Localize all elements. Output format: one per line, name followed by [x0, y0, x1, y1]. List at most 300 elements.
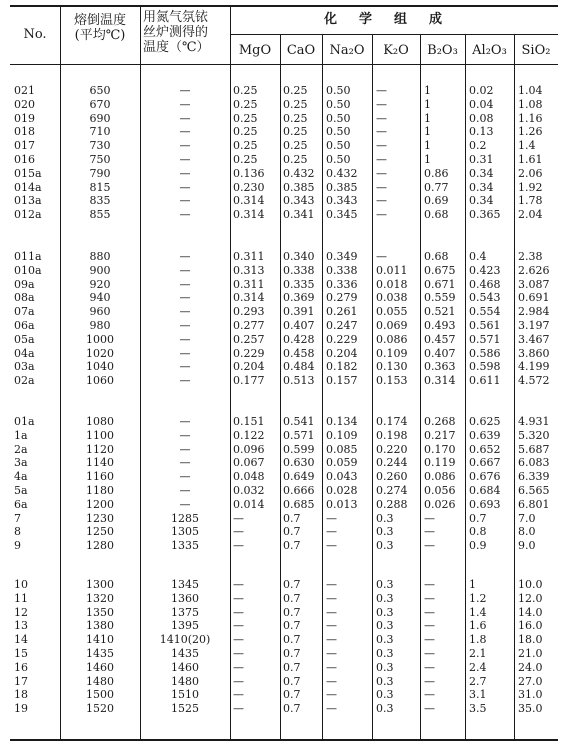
cell-mgo: — — [233, 591, 244, 605]
cell-k2o: 0.274 — [376, 484, 408, 497]
cell-na2o: 0.043 — [326, 470, 358, 484]
cell-na2o: 0.345 — [326, 208, 358, 222]
cell-al2o3: 0.7 — [469, 511, 487, 525]
cell-b2o3: 0.056 — [424, 484, 456, 497]
cell-al2o3: 2.4 — [469, 660, 487, 674]
cell-cao: 0.385 — [283, 180, 315, 194]
cell-b2o3: 0.77 — [424, 180, 449, 194]
cell-mgo: — — [233, 525, 244, 539]
cell-al2o3: 1.2 — [469, 591, 487, 605]
cell-cao: 0.25 — [283, 97, 308, 111]
cell-k2o: 0.3 — [376, 702, 394, 716]
cell-sio2: 14.0 — [518, 605, 543, 619]
cell-no: 7 — [14, 511, 21, 525]
cell-mgo: — — [233, 660, 244, 674]
cell-melting-temp: 1500 — [86, 688, 114, 702]
cell-no: 9 — [14, 539, 21, 553]
cell-furnace-temp: — — [179, 291, 191, 305]
cell-melting-temp: 1250 — [86, 525, 114, 539]
cell-k2o: 0.3 — [376, 539, 394, 553]
cell-sio2: 3.087 — [518, 277, 550, 291]
cell-mgo: 0.096 — [233, 442, 265, 456]
cell-furnace-temp: — — [179, 194, 191, 208]
cell-furnace-temp: 1345 — [171, 578, 199, 591]
cell-k2o: 0.130 — [376, 360, 408, 374]
cell-na2o: — — [326, 647, 337, 660]
cell-k2o: 0.3 — [376, 688, 394, 702]
cell-k2o: — — [376, 139, 387, 153]
cell-al2o3: 2.1 — [469, 647, 487, 660]
cell-furnace-temp: 1360 — [171, 591, 199, 605]
cell-al2o3: 0.31 — [469, 153, 494, 166]
cell-sio2: 21.0 — [518, 647, 543, 660]
col-rule — [514, 34, 515, 740]
header-al2o3: Al₂O₃ — [472, 43, 507, 58]
cell-na2o: — — [326, 605, 337, 619]
cell-mgo: — — [233, 702, 244, 716]
cell-cao: 0.7 — [283, 619, 301, 633]
cell-no: 05a — [14, 332, 35, 346]
cell-sio2: 6.083 — [518, 456, 550, 470]
cell-cao: 0.338 — [283, 263, 315, 277]
cell-no: 16 — [14, 660, 28, 674]
cell-b2o3: — — [424, 591, 435, 605]
cell-b2o3: 1 — [424, 84, 431, 97]
cell-b2o3: — — [424, 702, 435, 716]
cell-k2o: 0.018 — [376, 277, 408, 291]
cell-al2o3: 0.554 — [469, 305, 501, 319]
cell-mgo: — — [233, 633, 244, 647]
cell-no: 10 — [14, 578, 28, 591]
cell-cao: 0.666 — [283, 484, 315, 497]
cell-na2o: 0.50 — [326, 139, 351, 153]
cell-sio2: 1.78 — [518, 194, 543, 208]
cell-mgo: 0.25 — [233, 97, 258, 111]
cell-na2o: — — [326, 511, 337, 525]
cell-no: 6a — [14, 497, 28, 511]
cell-k2o: 0.153 — [376, 374, 408, 388]
cell-cao: 0.369 — [283, 291, 315, 305]
cell-cao: 0.458 — [283, 346, 315, 360]
cell-b2o3: — — [424, 578, 435, 591]
cell-furnace-temp: — — [179, 250, 191, 263]
cell-b2o3: 0.559 — [424, 291, 456, 305]
cell-melting-temp: 1160 — [86, 470, 114, 484]
cell-k2o: 0.055 — [376, 305, 408, 319]
col-rule — [465, 34, 466, 740]
cell-b2o3: — — [424, 633, 435, 647]
cell-furnace-temp: 1335 — [171, 539, 199, 553]
cell-cao: 0.25 — [283, 84, 308, 97]
cell-melting-temp: 855 — [89, 208, 111, 222]
cell-al2o3: 1.8 — [469, 633, 487, 647]
cell-furnace-temp: 1305 — [171, 525, 199, 539]
cell-b2o3: 0.217 — [424, 428, 456, 442]
cell-melting-temp: 940 — [89, 291, 111, 305]
cell-sio2: 2.04 — [518, 208, 543, 222]
cell-k2o: — — [376, 153, 387, 166]
cell-na2o: 0.50 — [326, 84, 351, 97]
header-sio2: SiO₂ — [521, 43, 551, 58]
cell-furnace-temp: 1285 — [171, 511, 199, 525]
cell-no: 013a — [14, 194, 42, 208]
cell-cao: 0.340 — [283, 250, 315, 263]
cell-k2o: 0.3 — [376, 591, 394, 605]
cell-no: 014a — [14, 180, 42, 194]
cell-na2o: — — [326, 525, 337, 539]
cell-cao: 0.432 — [283, 166, 315, 180]
cell-k2o: — — [376, 208, 387, 222]
cell-cao: 0.391 — [283, 305, 315, 319]
cell-furnace-temp: — — [179, 153, 191, 166]
cell-sio2: 8.0 — [518, 525, 536, 539]
cell-no: 010a — [14, 263, 42, 277]
cell-mgo: 0.25 — [233, 84, 258, 97]
cell-no: 17 — [14, 674, 28, 688]
cell-na2o: — — [326, 688, 337, 702]
cell-k2o: 0.069 — [376, 319, 408, 332]
header-b2o3: B₂O₃ — [427, 43, 458, 58]
cell-k2o: — — [376, 250, 387, 263]
cell-mgo: 0.257 — [233, 332, 265, 346]
cell-sio2: 5.320 — [518, 428, 550, 442]
cell-sio2: 1.4 — [518, 139, 536, 153]
cell-al2o3: 0.586 — [469, 346, 501, 360]
cell-b2o3: 0.68 — [424, 250, 449, 263]
cell-cao: 0.7 — [283, 525, 301, 539]
cell-sio2: 31.0 — [518, 688, 543, 702]
cell-mgo: — — [233, 688, 244, 702]
cell-cao: 0.335 — [283, 277, 315, 291]
cell-al2o3: 0.9 — [469, 539, 487, 553]
cell-no: 011a — [14, 250, 42, 263]
cell-k2o: 0.038 — [376, 291, 408, 305]
top-rule — [10, 5, 558, 7]
cell-k2o: 0.3 — [376, 511, 394, 525]
cell-no: 012a — [14, 208, 42, 222]
cell-furnace-temp: — — [179, 277, 191, 291]
cell-sio2: 3.467 — [518, 332, 550, 346]
header-k2o: K₂O — [383, 43, 409, 58]
cell-b2o3: 0.314 — [424, 374, 456, 388]
cell-melting-temp: 1000 — [86, 332, 114, 346]
cell-furnace-temp: 1410(20) — [159, 633, 211, 647]
cell-mgo: 0.25 — [233, 139, 258, 153]
cell-no: 18 — [14, 688, 28, 702]
cell-melting-temp: 1200 — [86, 497, 114, 511]
cell-b2o3: 0.86 — [424, 166, 449, 180]
cell-cao: 0.7 — [283, 688, 301, 702]
cell-na2o: — — [326, 591, 337, 605]
cell-mgo: 0.048 — [233, 470, 265, 484]
cell-al2o3: 0.639 — [469, 428, 501, 442]
cell-melting-temp: 1040 — [86, 360, 114, 374]
cell-na2o: 0.50 — [326, 153, 351, 166]
cell-k2o: — — [376, 97, 387, 111]
cell-sio2: 2.38 — [518, 250, 543, 263]
cell-mgo: 0.177 — [233, 374, 265, 388]
col-rule — [420, 34, 421, 740]
cell-cao: 0.7 — [283, 591, 301, 605]
cell-k2o: — — [376, 84, 387, 97]
cell-furnace-temp: — — [179, 97, 191, 111]
cell-b2o3: — — [424, 619, 435, 633]
cell-no: 08a — [14, 291, 35, 305]
cell-na2o: 0.013 — [326, 497, 358, 511]
cell-no: 01a — [14, 415, 35, 428]
cell-na2o: 0.336 — [326, 277, 358, 291]
header-na2o: Na₂O — [329, 43, 365, 58]
cell-cao: 0.571 — [283, 428, 315, 442]
cell-furnace-temp: — — [179, 470, 191, 484]
cell-melting-temp: 1100 — [86, 428, 114, 442]
cell-sio2: 1.92 — [518, 180, 543, 194]
cell-cao: 0.7 — [283, 660, 301, 674]
cell-cao: 0.7 — [283, 539, 301, 553]
cell-mgo: 0.230 — [233, 180, 265, 194]
cell-melting-temp: 1060 — [86, 374, 114, 388]
cell-b2o3: 1 — [424, 125, 431, 139]
cell-k2o: — — [376, 166, 387, 180]
cell-melting-temp: 790 — [89, 166, 111, 180]
cell-mgo: 0.314 — [233, 194, 265, 208]
cell-sio2: 9.0 — [518, 539, 536, 553]
cell-b2o3: 1 — [424, 139, 431, 153]
cell-melting-temp: 1460 — [86, 660, 114, 674]
cell-melting-temp: 1520 — [86, 702, 114, 716]
cell-furnace-temp: 1480 — [171, 674, 199, 688]
cell-na2o: 0.261 — [326, 305, 358, 319]
cell-cao: 0.7 — [283, 605, 301, 619]
cell-na2o: 0.50 — [326, 125, 351, 139]
cell-furnace-temp: 1395 — [171, 619, 199, 633]
cell-al2o3: 0.02 — [469, 84, 494, 97]
cell-melting-temp: 1230 — [86, 511, 114, 525]
cell-cao: 0.7 — [283, 511, 301, 525]
cell-furnace-temp: 1375 — [171, 605, 199, 619]
cell-no: 3a — [14, 456, 28, 470]
cell-al2o3: 0.2 — [469, 139, 487, 153]
cell-furnace-temp: — — [179, 497, 191, 511]
cell-melting-temp: 730 — [89, 139, 111, 153]
cell-mgo: 0.014 — [233, 497, 265, 511]
cell-mgo: 0.067 — [233, 456, 265, 470]
cell-melting-temp: 900 — [89, 263, 111, 277]
cell-mgo: — — [233, 619, 244, 633]
cell-na2o: 0.349 — [326, 250, 358, 263]
cell-no: 4a — [14, 470, 28, 484]
cell-cao: 0.685 — [283, 497, 315, 511]
cell-no: 14 — [14, 633, 28, 647]
cell-na2o: 0.109 — [326, 428, 358, 442]
header-no: No. — [23, 27, 47, 42]
header-furnace-temp-line2: 丝炉测得的 — [143, 25, 209, 40]
cell-no: 1a — [14, 428, 28, 442]
cell-al2o3: 0.34 — [469, 166, 494, 180]
cell-melting-temp: 1020 — [86, 346, 114, 360]
cell-k2o: 0.3 — [376, 647, 394, 660]
cell-furnace-temp: 1510 — [171, 688, 199, 702]
cell-furnace-temp: — — [179, 166, 191, 180]
header-furnace-temp-line1: 用氮气氛铱 — [143, 10, 209, 25]
cell-cao: 0.25 — [283, 153, 308, 166]
cell-na2o: 0.229 — [326, 332, 358, 346]
cell-b2o3: 0.268 — [424, 415, 456, 428]
cell-na2o: 0.50 — [326, 111, 351, 125]
cell-sio2: 18.0 — [518, 633, 543, 647]
cell-melting-temp: 1120 — [86, 442, 114, 456]
cell-na2o: 0.134 — [326, 415, 358, 428]
cell-b2o3: 0.671 — [424, 277, 456, 291]
cell-cao: 0.343 — [283, 194, 315, 208]
cell-na2o: 0.059 — [326, 456, 358, 470]
cell-b2o3: 0.119 — [424, 456, 456, 470]
cell-b2o3: 0.026 — [424, 497, 456, 511]
cell-furnace-temp: — — [179, 319, 191, 332]
cell-cao: 0.7 — [283, 674, 301, 688]
cell-mgo: 0.136 — [233, 166, 265, 180]
cell-al2o3: 0.625 — [469, 415, 501, 428]
cell-mgo: 0.032 — [233, 484, 265, 497]
cell-no: 015a — [14, 166, 42, 180]
cell-furnace-temp: — — [179, 125, 191, 139]
cell-sio2: 2.626 — [518, 263, 550, 277]
cell-no: 07a — [14, 305, 35, 319]
cell-sio2: 3.197 — [518, 319, 550, 332]
cell-melting-temp: 670 — [89, 97, 111, 111]
cell-al2o3: 0.667 — [469, 456, 501, 470]
cell-na2o: — — [326, 702, 337, 716]
cell-na2o: — — [326, 578, 337, 591]
cell-sio2: 1.04 — [518, 84, 543, 97]
cell-b2o3: — — [424, 660, 435, 674]
cell-no: 5a — [14, 484, 28, 497]
cell-al2o3: 0.8 — [469, 525, 487, 539]
cell-al2o3: 0.598 — [469, 360, 501, 374]
cell-no: 19 — [14, 702, 28, 716]
cell-k2o: 0.109 — [376, 346, 408, 360]
cell-melting-temp: 1280 — [86, 539, 114, 553]
cell-sio2: 1.08 — [518, 97, 543, 111]
cell-k2o: 0.220 — [376, 442, 408, 456]
cell-b2o3: 0.493 — [424, 319, 456, 332]
cell-no: 018 — [14, 125, 35, 139]
cell-melting-temp: 1410 — [86, 633, 114, 647]
cell-b2o3: 0.68 — [424, 208, 449, 222]
cell-sio2: 4.572 — [518, 374, 550, 388]
cell-al2o3: 0.423 — [469, 263, 501, 277]
cell-na2o: — — [326, 619, 337, 633]
cell-sio2: 12.0 — [518, 591, 543, 605]
cell-melting-temp: 650 — [89, 84, 111, 97]
cell-mgo: — — [233, 605, 244, 619]
cell-al2o3: 1.4 — [469, 605, 487, 619]
cell-b2o3: 0.363 — [424, 360, 456, 374]
cell-k2o: — — [376, 111, 387, 125]
cell-no: 021 — [14, 84, 35, 97]
cell-mgo: 0.293 — [233, 305, 265, 319]
cell-melting-temp: 835 — [89, 194, 111, 208]
cell-furnace-temp: — — [179, 332, 191, 346]
cell-melting-temp: 880 — [89, 250, 111, 263]
cell-b2o3: — — [424, 525, 435, 539]
header-bottom-rule — [10, 64, 558, 65]
cell-melting-temp: 1380 — [86, 619, 114, 633]
cell-no: 8 — [14, 525, 21, 539]
cell-sio2: 35.0 — [518, 702, 543, 716]
cell-furnace-temp: — — [179, 374, 191, 388]
cell-sio2: 1.61 — [518, 153, 543, 166]
cell-na2o: 0.343 — [326, 194, 358, 208]
cell-no: 12 — [14, 605, 28, 619]
header-chemical-composition: 化学组成 — [323, 12, 464, 27]
cell-cao: 0.484 — [283, 360, 315, 374]
cell-melting-temp: 710 — [89, 125, 111, 139]
cell-k2o: 0.244 — [376, 456, 408, 470]
cell-b2o3: — — [424, 605, 435, 619]
cell-b2o3: 0.086 — [424, 470, 456, 484]
cell-cao: 0.25 — [283, 125, 308, 139]
cell-mgo: — — [233, 674, 244, 688]
cell-mgo: 0.25 — [233, 153, 258, 166]
cell-al2o3: 0.684 — [469, 484, 501, 497]
cell-mgo: — — [233, 539, 244, 553]
cell-furnace-temp: — — [179, 84, 191, 97]
cell-mgo: 0.277 — [233, 319, 265, 332]
cell-cao: 0.25 — [283, 111, 308, 125]
cell-na2o: 0.432 — [326, 166, 358, 180]
cell-no: 15 — [14, 647, 28, 660]
cell-sio2: 4.931 — [518, 415, 550, 428]
cell-al2o3: 0.468 — [469, 277, 501, 291]
cell-k2o: 0.3 — [376, 619, 394, 633]
cell-al2o3: 1 — [469, 578, 476, 591]
cell-no: 13 — [14, 619, 28, 633]
cell-cao: 0.513 — [283, 374, 315, 388]
cell-no: 017 — [14, 139, 35, 153]
cell-furnace-temp: — — [179, 428, 191, 442]
cell-melting-temp: 750 — [89, 153, 111, 166]
cell-melting-temp: 1300 — [86, 578, 114, 591]
cell-mgo: — — [233, 647, 244, 660]
cell-melting-temp: 1080 — [86, 415, 114, 428]
cell-furnace-temp: — — [179, 263, 191, 277]
cell-na2o: 0.157 — [326, 374, 358, 388]
cell-furnace-temp: 1460 — [171, 660, 199, 674]
cell-furnace-temp: — — [179, 360, 191, 374]
cell-sio2: 0.691 — [518, 291, 550, 305]
cell-sio2: 4.199 — [518, 360, 550, 374]
cell-cao: 0.649 — [283, 470, 315, 484]
cell-melting-temp: 1435 — [86, 647, 114, 660]
cell-al2o3: 0.693 — [469, 497, 501, 511]
cell-b2o3: 0.69 — [424, 194, 449, 208]
col-rule — [280, 34, 281, 740]
col-rule — [322, 34, 323, 740]
cell-cao: 0.599 — [283, 442, 315, 456]
cell-melting-temp: 1350 — [86, 605, 114, 619]
cell-no: 016 — [14, 153, 35, 166]
cell-furnace-temp: — — [179, 139, 191, 153]
cell-al2o3: 0.4 — [469, 250, 487, 263]
cell-al2o3: 0.561 — [469, 319, 501, 332]
header-mgo: MgO — [238, 43, 272, 58]
cell-melting-temp: 960 — [89, 305, 111, 319]
cell-melting-temp: 815 — [89, 180, 111, 194]
cell-furnace-temp: — — [179, 305, 191, 319]
cell-b2o3: 0.170 — [424, 442, 456, 456]
cell-na2o: 0.085 — [326, 442, 358, 456]
